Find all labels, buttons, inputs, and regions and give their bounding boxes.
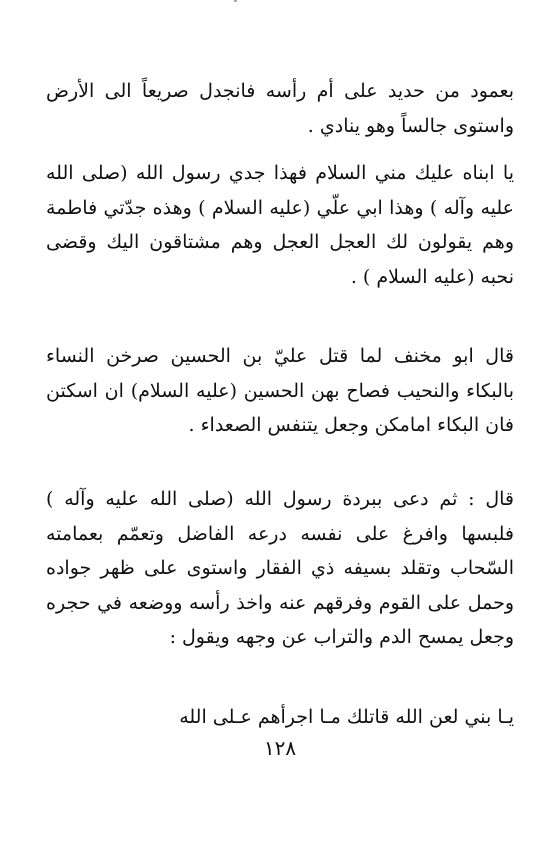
- paragraph-3: قال ابو مخنف لما قتل عليّ بن الحسين صرخن النساء بالبكاء والنحيب فصاح بهن الحسين (عليه السلام) ان اسكتن فان البكاء امامكن وجعل يتنفس الصعداء .: [46, 345, 514, 436]
- paragraph-4: قال : ثم دعى ببردة رسول الله (صلى الله عليه وآله ) فلبسها وافرغ على نفسه درعه الفاضل وتعمّم بعمامته السّحاب وتقلد بسيفه ذي الفقار واستوى على ظهر جواده وحمل على القوم وفرقهم عنه واخذ رأسه ووضعه في حجره وجعل يمسح الدم والتراب عن وجهه ويقول :: [46, 488, 514, 648]
- paragraph-5: يـا بني لعن الله قاتلك مـا اجرأهم عـلى الله: [179, 706, 514, 728]
- paragraph-2: يا ابناه عليك مني السلام فهذا جدي رسول الله (صلى الله عليه وآله ) وهذا ابي علّي (عليه السلام ) وهذه جدّتي فاطمة وهم يقولون لك العجل العجل وهم مشتاقون اليك وقضى نحبه (عليه السلام ) .: [46, 162, 514, 288]
- paragraph-1: بعمود من حديد على أم رأسه فانجدل صريعاً الى الأرض واستوى جالساً وهو ينادي .: [46, 80, 515, 137]
- page-number: ١٢٨: [263, 736, 297, 760]
